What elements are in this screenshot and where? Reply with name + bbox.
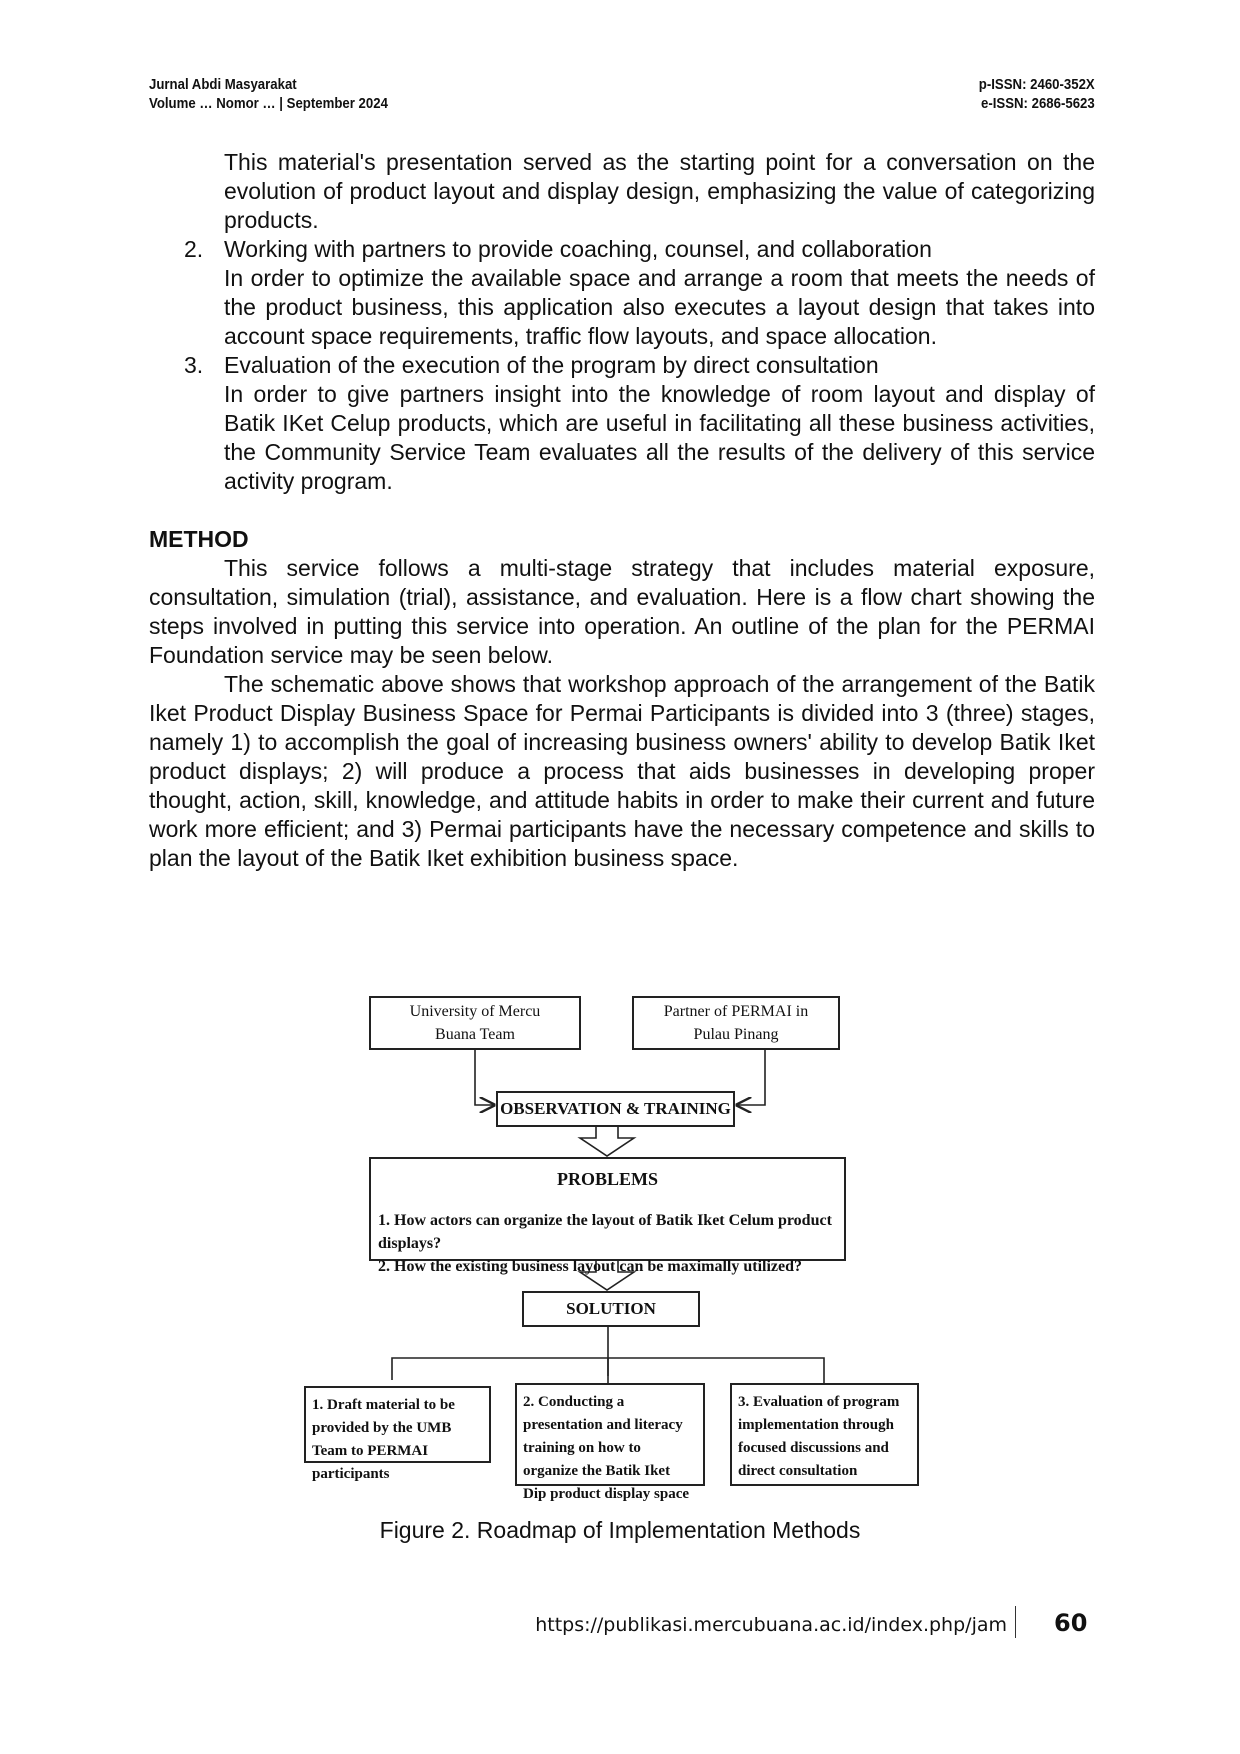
connector-umb-to-observation [475, 1047, 494, 1105]
list-item-number: 3. [184, 352, 204, 378]
solution-step-text: 1. Draft material to be provided by the UMB Team to PERMAI participants [312, 1397, 455, 1482]
pissn: p-ISSN: 2460-352X [979, 76, 1095, 93]
figure-caption: Figure 2. Roadmap of Implementation Methods [379, 1517, 861, 1543]
method-paragraph-1: This service follows a multi-stage strategy that includes material exposure, consultation, simulation (trial), assistance, and evaluation. Here is a flow chart showing the steps involved in putting this service into operation. An outline of the plan for the PERMAI Foundation service may be seen below. [149, 555, 1095, 668]
journal-header-right [979, 75, 1095, 113]
umb-team-label: University of Mercu Buana Team [409, 1003, 541, 1043]
list-item-text: In order to optimize the available space and arrange a room that meets the needs of the product business, this application also executes a layout design that takes into account space requirements, traffic flow layouts, and space allocation. [224, 265, 1095, 349]
down-arrow-icon [580, 1124, 634, 1156]
journal-volume: Volume … Nomor … | September 2024 [149, 95, 388, 112]
list-item [149, 351, 1095, 496]
problems-list [378, 1209, 844, 1278]
journal-name: Jurnal Abdi Masyarakat [149, 76, 297, 93]
section-heading-method: METHOD [149, 526, 249, 552]
observation-label: OBSERVATION & TRAINING [500, 1099, 731, 1118]
problem-item: 1. How actors can organize the layout of Batik Iket Celum product displays? [378, 1212, 832, 1252]
list-item-title: Evaluation of the execution of the program by direct consultation [224, 352, 879, 378]
connector-partner-to-observation [737, 1047, 765, 1105]
footer-url[interactable]: https://publikasi.mercubuana.ac.id/index.php/jam [535, 1614, 1007, 1636]
list-item-number: 2. [184, 236, 204, 262]
intro-paragraph: This material's presentation served as the starting point for a conversation on the evolution of product layout and display design, emphasizing the value of categorizing products. [224, 149, 1095, 233]
connector-solution-branch [392, 1358, 824, 1384]
method-paragraph-2: The schematic above shows that workshop approach of the arrangement of the Batik Iket Product Display Business Space for Permai Participants is divided into 3 (three) stages, namely 1) to accomplish the goal of increasing business owners' ability to develop Batik Iket product displays; 2) will produce a process that aids businesses in developing proper thought, action, skill, knowledge, and attitude habits in order to make their current and future work more efficient; and 3) Permai participants have the necessary competence and skills to plan the layout of the Batik Iket exhibition business space. [149, 671, 1095, 871]
solution-box [522, 1291, 700, 1327]
list-item-title: Working with partners to provide coaching, counsel, and collaboration [224, 236, 932, 262]
partner-label: Partner of PERMAI in Pulau Pinang [663, 1003, 809, 1043]
solution-step-text: 2. Conducting a presentation and literacy training on how to organize the Batik Iket Dip product display space [523, 1394, 690, 1502]
observation-box [496, 1091, 735, 1127]
umb-team-box [369, 996, 581, 1050]
list-item-text: In order to give partners insight into the knowledge of room layout and display of Batik IKet Celup products, which are useful in facilitating all these business activities, the Community Service Team evaluates all the results of the delivery of this service activity program. [224, 381, 1095, 494]
problems-box [369, 1157, 846, 1275]
footer-divider [1015, 1606, 1016, 1638]
solution-step-text: 3. Evaluation of program implementation through focused discussions and direct consultation [738, 1394, 900, 1479]
solution-step-3 [730, 1383, 919, 1486]
list-item [149, 235, 1095, 351]
solution-step-2 [515, 1383, 705, 1502]
journal-header-left [149, 75, 388, 113]
page-number: 60 [1054, 1609, 1088, 1637]
partner-box [632, 996, 840, 1050]
eissn: e-ISSN: 2686-5623 [981, 95, 1095, 112]
problem-item: 2. How the existing business layout can be maximally utilized? [378, 1258, 803, 1275]
solution-label: SOLUTION [566, 1299, 656, 1318]
solution-step-1 [304, 1386, 491, 1482]
page-body [149, 148, 1095, 873]
problems-title: PROBLEMS [556, 1169, 658, 1189]
